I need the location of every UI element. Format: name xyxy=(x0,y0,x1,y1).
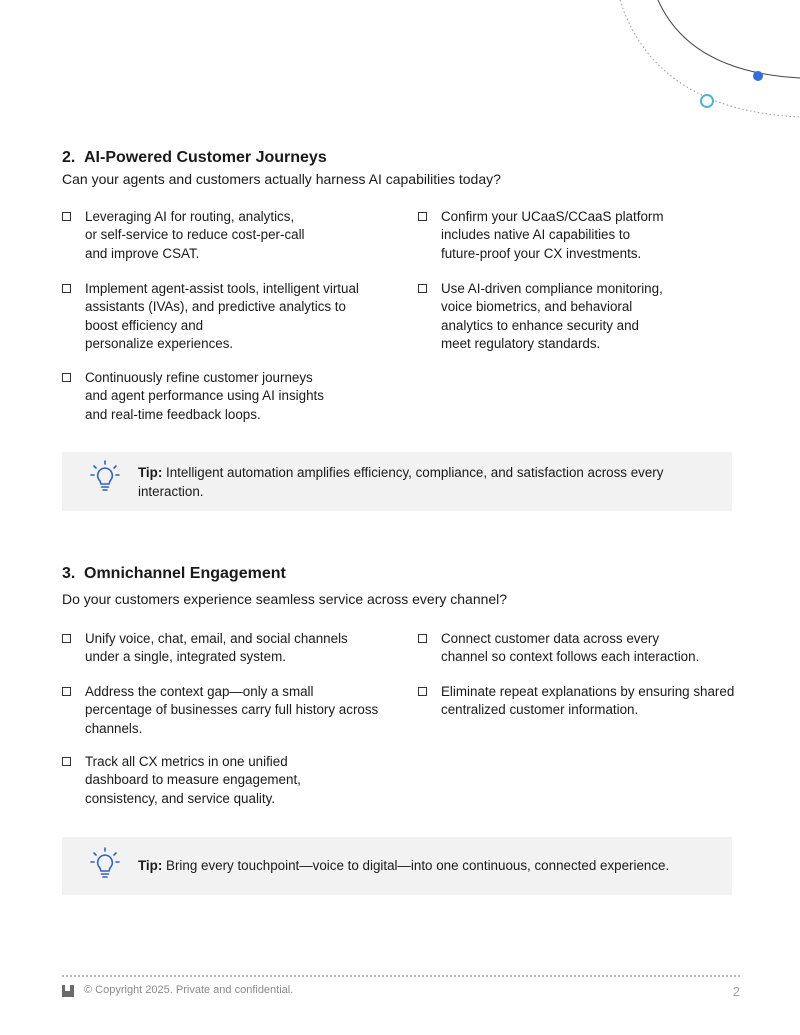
company-logo-icon xyxy=(62,985,74,997)
checkbox-icon[interactable] xyxy=(418,634,427,643)
checklist-item-text: Unify voice, chat, email, and social channels under a single, integrated system. xyxy=(85,631,348,665)
arc-solid xyxy=(658,0,800,78)
checklist-item-text: Track all CX metrics in one unified dashboard to measure engagement, consistency, and service quality. xyxy=(85,754,301,806)
checkbox-icon[interactable] xyxy=(62,687,71,696)
checklist-item xyxy=(62,208,392,263)
page-number: 2 xyxy=(732,984,740,999)
checklist-item xyxy=(418,208,758,263)
section-subtitle: Can your agents and customers actually harness AI capabilities today? xyxy=(62,171,501,187)
checklist-item xyxy=(62,630,402,667)
checkbox-icon[interactable] xyxy=(418,284,427,293)
tip-body: Intelligent automation amplifies efficiency, compliance, and satisfaction across every interaction. xyxy=(138,465,664,499)
lightbulb-icon xyxy=(90,847,120,879)
tip-text xyxy=(138,856,672,875)
checklist-item xyxy=(418,280,758,353)
checklist-item xyxy=(418,630,758,667)
tip-text xyxy=(138,463,672,501)
section-title-text: AI-Powered Customer Journeys xyxy=(84,149,327,166)
tip-label: Tip: xyxy=(138,858,163,873)
section-title xyxy=(62,564,752,584)
decorative-arcs xyxy=(600,0,800,125)
footer-copyright: © Copyright 2025. Private and confidential. xyxy=(84,984,294,996)
teal-ring-icon xyxy=(701,95,713,107)
checklist-item xyxy=(62,683,402,738)
section-subtitle: Do your customers experience seamless service across every channel? xyxy=(62,591,508,607)
tip-box xyxy=(62,452,732,511)
checklist-item-text: Continuously refine customer journeys and agent performance using AI insights and real-time feedback loops. xyxy=(85,370,324,422)
footer-divider xyxy=(62,975,740,977)
tip-box xyxy=(62,837,732,895)
section-number: 3. xyxy=(62,565,76,582)
checkbox-icon[interactable] xyxy=(62,757,71,766)
checklist-item-text: Eliminate repeat explanations by ensuring shared centralized customer information. xyxy=(441,684,735,718)
checkbox-icon[interactable] xyxy=(418,687,427,696)
checklist-item-text: Address the context gap—only a small percentage of businesses carry full history across channels. xyxy=(85,684,379,736)
lightbulb-icon xyxy=(90,460,120,492)
checklist-item xyxy=(62,369,402,424)
checklist-item-text: Connect customer data across every channel so context follows each interaction. xyxy=(441,631,700,665)
blue-dot-icon xyxy=(753,71,763,81)
checklist-item xyxy=(418,683,758,720)
section-title-text: Omnichannel Engagement xyxy=(84,565,286,582)
checkbox-icon[interactable] xyxy=(62,284,71,293)
checklist-item-text: Confirm your UCaaS/CCaaS platform includes native AI capabilities to future-proof your CX investments. xyxy=(441,209,664,261)
tip-body: Bring every touchpoint—voice to digital—into one continuous, connected experience. xyxy=(162,858,670,873)
tip-label: Tip: xyxy=(138,465,163,480)
section-title xyxy=(62,148,752,168)
checklist-item xyxy=(62,753,402,808)
checkbox-icon[interactable] xyxy=(418,212,427,221)
checkbox-icon[interactable] xyxy=(62,212,71,221)
checklist-item-text: Leveraging AI for routing, analytics, or self-service to reduce cost-per-call and improve CSAT. xyxy=(85,209,305,261)
checklist-item xyxy=(62,280,402,353)
checklist-item-text: Implement agent-assist tools, intelligent virtual assistants (IVAs), and predictive analytics to boost efficiency and personalize experiences. xyxy=(85,281,359,351)
checkbox-icon[interactable] xyxy=(62,373,71,382)
section-ai-journeys xyxy=(62,148,752,188)
section-number: 2. xyxy=(62,149,76,166)
checkbox-icon[interactable] xyxy=(62,634,71,643)
checklist-item-text: Use AI-driven compliance monitoring, voice biometrics, and behavioral analytics to enhance security and meet regulatory standards. xyxy=(441,281,663,351)
section-omnichannel xyxy=(62,564,752,608)
